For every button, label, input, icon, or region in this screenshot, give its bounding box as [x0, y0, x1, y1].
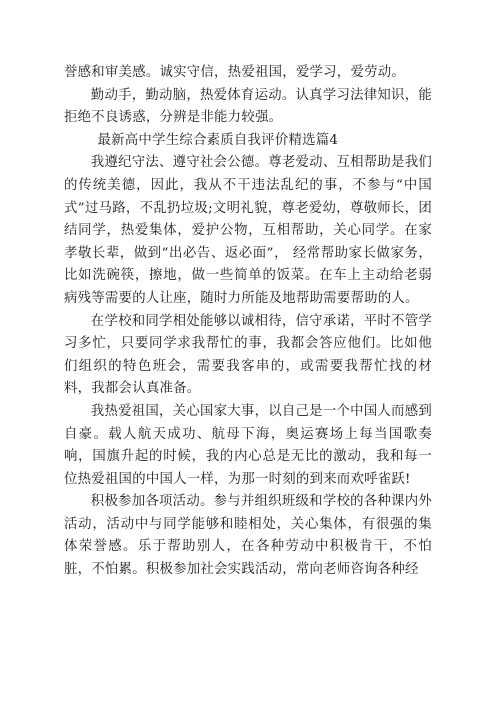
section-heading: 最新高中学生综合素质自我评价精选篇4 [97, 132, 339, 148]
document-body [64, 62, 432, 582]
paragraph-diligence: 勤动手，勤动脑，热爱体育运动。认真学习法律知识，能拒绝不良诱惑，分辨是非能力较强。 [64, 87, 432, 126]
paragraph-activities: 积极参加各项活动。参与并组织班级和学校的各种课内外活动，活动中与同学能够和睦相处，关心集体，有很强的集体荣誉感。乐于帮助别人，在各种劳动中积极肯干，不怕脏，不怕累。积极参加社会实践活动，常向老师咨询各种经 [64, 494, 432, 578]
paragraph-patriotism: 我热爱祖国，关心国家大事，以自己是一个中国人而感到自豪。载人航天成功、航母下海，奥运赛场上每当国歌奏响，国旗升起的时候，我的内心总是无比的激动，我和每一位热爱祖国的中国人一样，为那一时刻的到来而欢呼雀跃! [64, 403, 432, 487]
paragraph-law-abiding: 我遵纪守法、遵守社会公德。尊老爱动、互相帮助是我们的传统美德，因此，我从不干违法乱纪的事，不参与“中国式”过马路，不乱扔垃圾;文明礼貌，尊老爱幼，尊敬师长，团结同学，热爱集体，爱护公物，互相帮助，关心同学。在家孝敬长辈，做到“出必告、返必面”， 经常帮助家长做家务，比如洗碗筷，擦地，做一些简单的饭菜。在车上主动给老弱病残等需要的人让座，随时力所能及地帮助需要帮助的人。 [64, 155, 432, 306]
paragraph-classmates: 在学校和同学相处能够以诚相待，信守承诺，平时不管学习多忙，只要同学求我帮忙的事，我都会答应他们。比如他们组织的特色班会，需要我客串的，或需要我帮忙找的材料，我都会认真准备。 [64, 313, 432, 397]
paragraph-fragment: 誉感和审美感。诚实守信，热爱祖国，爱学习，爱劳动。 [64, 65, 406, 80]
